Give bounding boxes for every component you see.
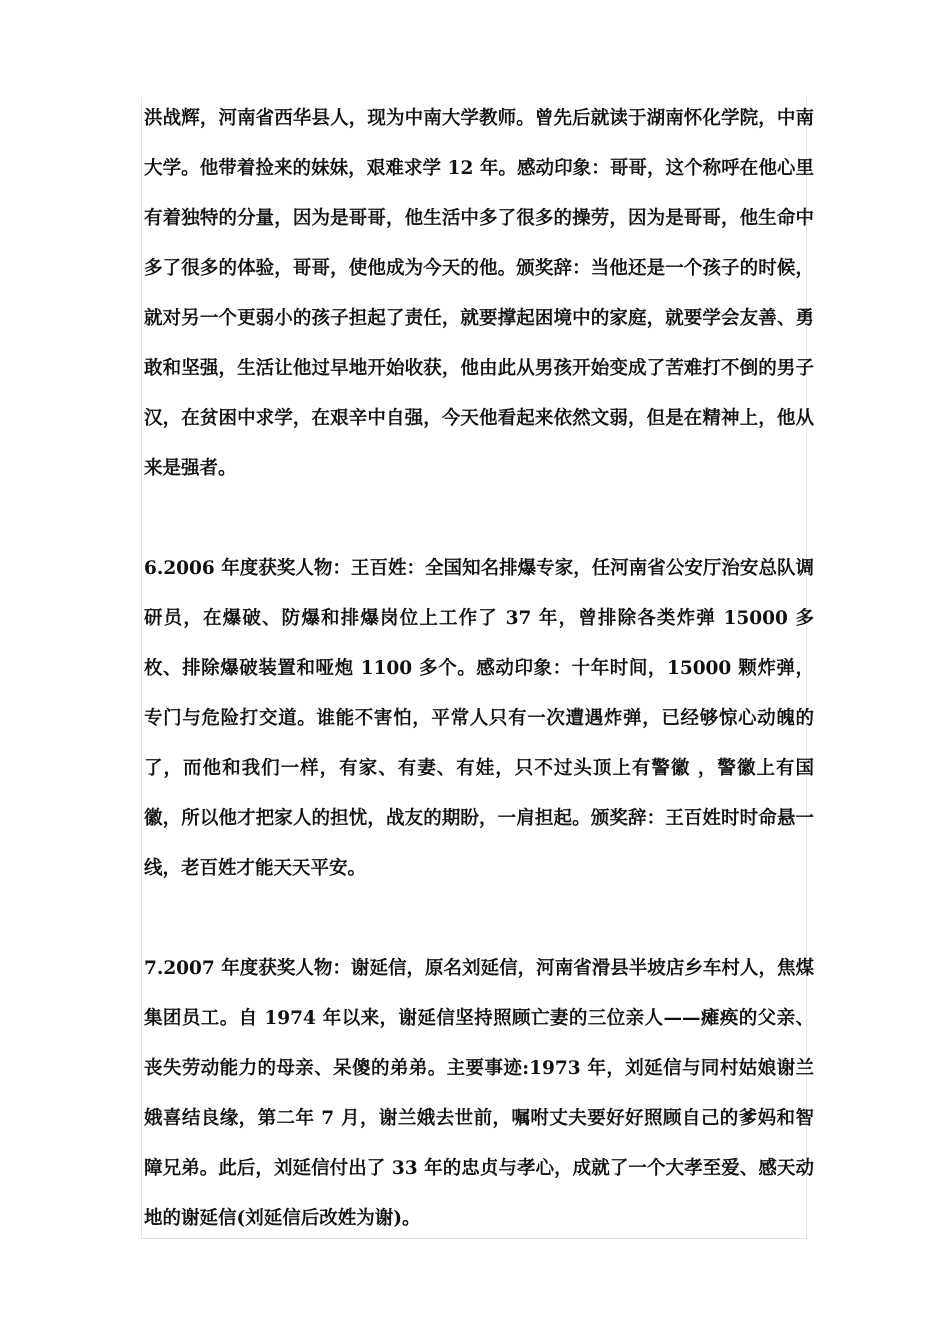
paragraph-hong-zhanhui: 洪战辉，河南省西华县人，现为中南大学教师。曾先后就读于湖南怀化学院，中南大学。他带着捡来的妹妹，艰难求学 12 年。感动印象：哥哥，这个称呼在他心里有着独特的分量，因为是哥哥，他生活中多了很多的操劳，因为是哥哥，他生命中多了很多的体验，哥哥，使他成为今天的他。颁奖辞：当他还是一个孩子的时候，就对另一个更弱小的孩子担起了责任，就要撑起困境中的家庭，就要学会友善、勇敢和坚强，生活让他过早地开始收获，他由此从男孩开始变成了苦难打不倒的男子汉，在贫困中求学，在艰辛中自强，今天他看起来依然文弱，但是在精神上，他从来是强者。 xyxy=(144,108,814,479)
paragraph-xie-yanxin: 7.2007 年度获奖人物：谢延信，原名刘延信，河南省滑县半坡店乡车村人，焦煤集团员工。自 1974 年以来，谢延信坚持照顾亡妻的三位亲人——瘫痪的父亲、丧失劳动能力的母亲、呆傻的弟弟。主要事迹:1973 年，刘延信与同村姑娘谢兰娥喜结良缘，第二年 7 月，谢兰娥去世前，嘱咐丈夫要好好照顾自己的爹妈和智障兄弟。此后，刘延信付出了 33 年的忠贞与孝心，成就了一个大孝至爱、感天动地的谢延信(刘延信后改姓为谢)。 xyxy=(144,958,814,1229)
document-body xyxy=(144,94,814,1244)
paragraph-spacer xyxy=(144,494,814,544)
paragraph-spacer xyxy=(144,894,814,944)
paragraph-wang-baixing: 6.2006 年度获奖人物：王百姓：全国知名排爆专家，任河南省公安厅治安总队调研员，在爆破、防爆和排爆岗位上工作了 37 年，曾排除各类炸弹 15000 多枚、排除爆破装置和哑炮 1100 多个。感动印象：十年时间，15000 颗炸弹，专门与危险打交道。谁能不害怕，平常人只有一次遭遇炸弹，已经够惊心动魄的了，而他和我们一样，有家、有妻、有娃，只不过头顶上有警徽 ，警徽上有国徽，所以他才把家人的担忧，战友的期盼，一肩担起。颁奖辞：王百姓时时命悬一线，老百姓才能天天平安。 xyxy=(144,558,814,879)
